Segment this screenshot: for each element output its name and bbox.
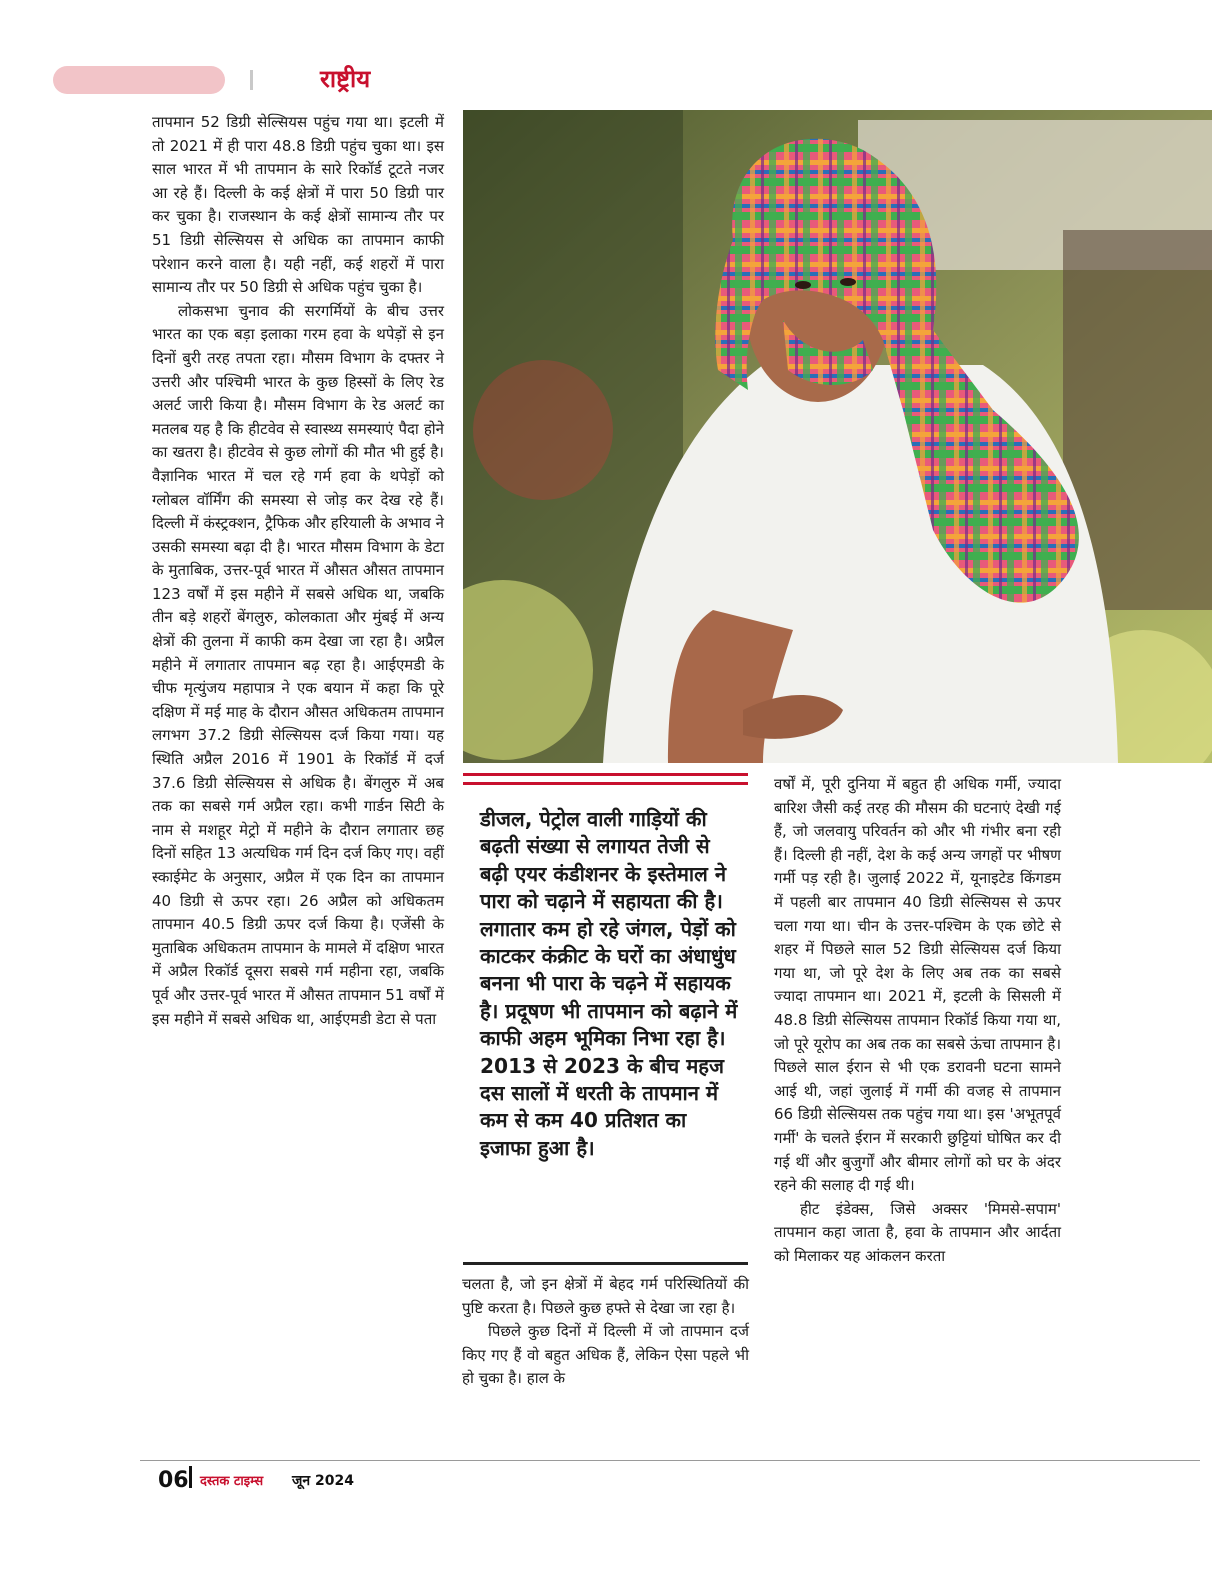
paragraph: तापमान 52 डिग्री सेल्सियस पहुंच गया था। इटली में तो 2021 में ही पारा 48.8 डिग्री पहुंच चुका था। इस साल भारत में भी तापमान के सारे रिकॉर्ड टूटते नजर आ रहे हैं। दिल्ली के कई क्षेत्रों में पारा 50 डिग्री पार कर चुका है। राजस्थान के कई क्षेत्रों सामान्य तौर पर 51 डिग्री सेल्सियस से अधिक का तापमान काफी परेशान करने वाला है। यही नहीं, कई शहरों में पारा सामान्य तौर पर 50 डिग्री से अधिक पहुंच चुका है। (152, 113, 444, 297)
footer-separator (189, 1466, 192, 1488)
article-column-middle (462, 1273, 749, 1391)
header-pill (53, 66, 225, 94)
page-number: 06 (158, 1468, 189, 1493)
pull-quote: डीजल, पेट्रोल वाली गाड़ियों की बढ़ती संख्या से लगायत तेजी से बढ़ी एयर कंडीशनर के इस्तेमाल ने पारा को चढ़ाने में सहायता की है। लगातार कम हो रहे जंगल, पेड़ों को काटकर कंक्रीट के घरों का अंधाधुंध बनना भी पारा के चढ़ने में सहायक है। प्रदूषण भी तापमान को बढ़ाने में काफी अहम भूमिका निभा रहा है। 2013 से 2023 के बीच महज दस सालों में धरती के तापमान में कम से कम 40 प्रतिशत का इजाफा हुआ है। (480, 807, 738, 1160)
photo-man-with-checkered-cloth (463, 110, 1212, 763)
article-column-left (152, 111, 444, 1031)
paragraph: हीट इंडेक्स, जिसे अक्सर 'मिमसे-सपाम' तापमान कहा जाता है, हवा के तापमान और आर्दता को मिलाकर यह आंकलन करता (774, 1199, 1061, 1265)
paragraph: चलता है, जो इन क्षेत्रों में बेहद गर्म परिस्थितियों की पुष्टि करता है। पिछले कुछ हफ्ते से देखा जा रहा है। (462, 1275, 749, 1317)
pullquote-rule-top (463, 773, 748, 776)
pullquote-rule-top-2 (463, 782, 748, 785)
paragraph: लोकसभा चुनाव की सरगर्मियों के बीच उत्तर भारत का एक बड़ा इलाका गरम हवा के थपेड़ों से इन दिनों बुरी तरह तपता रहा। मौसम विभाग के दफ्तर ने उत्तरी और पश्चिमी भारत के कुछ हिस्सों के लिए रेड अलर्ट जारी किया है। मौसम विभाग के रेड अलर्ट का मतलब यह है कि हीटवेव से स्वास्थ्य समस्याएं पैदा होने का खतरा है। हीटवेव से कुछ लोगों की मौत भी हुई है। वैज्ञानिक भारत में चल रहे गर्म हवा के थपेड़ों को ग्लोबल वॉर्मिंग की समस्या से जोड़ कर देख रहे हैं। दिल्ली में कंस्ट्रक्शन, ट्रैफिक और हरियाली के अभाव ने उसकी समस्या बढ़ा दी है। भारत मौसम विभाग के डेटा के मुताबिक, उत्तर-पूर्व भारत में औसत औसत तापमान 123 वर्षों में इस महीने में सबसे अधिक था, जबकि तीन बड़े शहरों बेंगलुरु, कोलकाता और मुंबई में अन्य क्षेत्रों की तुलना में काफी कम देखा जा रहा है। अप्रैल महीने में लगातार तापमान बढ़ रहा है। आईएमडी के चीफ मृत्युंजय महापात्र ने एक बयान में कहा कि पूरे दक्षिण में मई माह के दौरान औसत अधिकतम तापमान लगभग 37.2 डिग्री सेल्सियस दर्ज किया गया। यह स्थिति अप्रैल 2016 में 1901 के रिकॉर्ड में दर्ज 37.6 डिग्री सेल्सियस से अधिक है। बेंगलुरु में अब तक का सबसे गर्म अप्रैल रहा। कभी गार्डन सिटी के नाम से मशहूर मेट्रो में महीने के दौरान लगातार छह दिनों सहित 13 अत्यधिक गर्म दिन दर्ज किए गए। वहीं स्काईमेट के अनुसार, अप्रैल में एक दिन का तापमान 40 डिग्री से ऊपर रहा। 26 अप्रैल को अधिकतम तापमान 40.5 डिग्री ऊपर दर्ज किया है। एजेंसी के मुताबिक अधिकतम तापमान के मामले में दक्षिण भारत में अप्रैल रिकॉर्ड दूसरा सबसे गर्म महीना रहा, जबकि पूर्व और उत्तर-पूर्व भारत में औसत तापमान 51 वर्षों में इस महीने में सबसे अधिक था, आईएमडी डेटा से पता (152, 301, 444, 1028)
paragraph: वर्षों में, पूरी दुनिया में बहुत ही अधिक गर्मी, ज्यादा बारिश जैसी कई तरह की मौसम की घटनाएं देखी गई हैं, जो जलवायु परिवर्तन को और भी गंभीर बना रही हैं। दिल्ली ही नहीं, देश के कई अन्य जगहों पर भीषण गर्मी पड़ रही है। जुलाई 2022 में, यूनाइटेड किंगडम में पहली बार तापमान 40 डिग्री सेल्सियस से ऊपर चला गया था। चीन के उत्तर-पश्चिम के एक छोटे से शहर में पिछले साल 52 डिग्री सेल्सियस दर्ज किया गया था, जो पूरे देश के लिए अब तक का सबसे ज्यादा तापमान था। 2021 में, इटली के सिसली में 48.8 डिग्री सेल्सियस तापमान रिकॉर्ड किया गया था, जो पूरे यूरोप का अब तक का सबसे ऊंचा तापमान है। पिछले साल ईरान से भी एक डरावनी घटना सामने आई थी, जहां जुलाई में गर्मी की वजह से तापमान 66 डिग्री सेल्सियस तक पहुंच गया था। इस 'अभूतपूर्व गर्मी' के चलते ईरान में सरकारी छुट्टियां घोषित कर दी गई थीं और बुजुर्गों और बीमार लोगों को घर के अंदर रहने की सलाह दी गई थी। (774, 775, 1061, 1195)
magazine-name: दस्तक टाइम्स (200, 1474, 264, 1489)
article-photo (463, 110, 1212, 763)
header-separator (250, 70, 253, 90)
pullquote-rule-bottom (463, 1262, 748, 1265)
article-column-right (774, 773, 1061, 1268)
footer-rule (140, 1460, 1200, 1461)
section-title: राष्ट्रीय (320, 65, 371, 93)
issue-date: जून 2024 (292, 1473, 354, 1489)
paragraph: पिछले कुछ दिनों में दिल्ली में जो तापमान दर्ज किए गए हैं वो बहुत अधिक हैं, लेकिन ऐसा पहले भी हो चुका है। हाल के (462, 1322, 749, 1388)
